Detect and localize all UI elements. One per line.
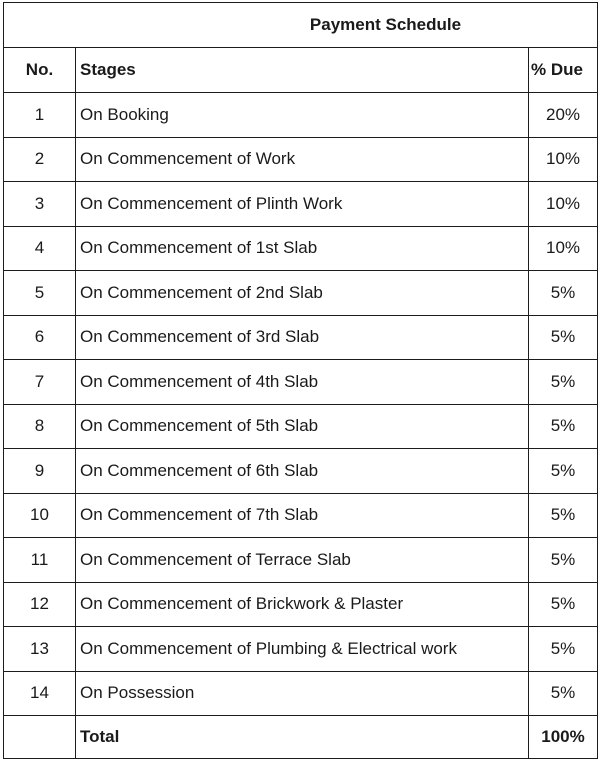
- table-row: [4, 93, 598, 138]
- row-number: 10: [4, 493, 76, 538]
- row-stage: On Commencement of Plinth Work: [76, 182, 529, 227]
- table-row: [4, 226, 598, 271]
- table-row: [4, 182, 598, 227]
- row-number: 7: [4, 360, 76, 405]
- title-row: [4, 3, 598, 48]
- row-due: 5%: [529, 671, 598, 716]
- table-row: [4, 538, 598, 583]
- row-number: 9: [4, 449, 76, 494]
- table-row: [4, 137, 598, 182]
- row-due: 10%: [529, 137, 598, 182]
- row-due: 5%: [529, 449, 598, 494]
- row-number: 3: [4, 182, 76, 227]
- table-row: [4, 627, 598, 672]
- table-row: [4, 271, 598, 316]
- row-stage: On Commencement of Terrace Slab: [76, 538, 529, 583]
- row-stage: On Commencement of Plumbing & Electrical work: [76, 627, 529, 672]
- row-number: 8: [4, 404, 76, 449]
- row-stage: On Commencement of 5th Slab: [76, 404, 529, 449]
- row-stage: On Commencement of 4th Slab: [76, 360, 529, 405]
- payment-schedule-table: [3, 2, 598, 759]
- row-due: 5%: [529, 360, 598, 405]
- row-due: 20%: [529, 93, 598, 138]
- table-title: Payment Schedule: [309, 15, 462, 34]
- header-row: [4, 48, 598, 93]
- table-row: [4, 671, 598, 716]
- row-due: 5%: [529, 493, 598, 538]
- row-number: 13: [4, 627, 76, 672]
- total-number-cell: [4, 716, 76, 759]
- row-number: 12: [4, 582, 76, 627]
- table-title-cell: [4, 3, 598, 48]
- row-due: 5%: [529, 627, 598, 672]
- row-due: 5%: [529, 538, 598, 583]
- row-number: 2: [4, 137, 76, 182]
- table-row: [4, 449, 598, 494]
- row-number: 14: [4, 671, 76, 716]
- column-header-stages: Stages: [76, 48, 529, 93]
- row-due: 5%: [529, 582, 598, 627]
- row-number: 11: [4, 538, 76, 583]
- table-row: [4, 582, 598, 627]
- table-row: [4, 315, 598, 360]
- row-stage: On Commencement of 3rd Slab: [76, 315, 529, 360]
- row-due: 10%: [529, 226, 598, 271]
- row-number: 1: [4, 93, 76, 138]
- row-stage: On Commencement of 2nd Slab: [76, 271, 529, 316]
- total-label: Total: [76, 716, 529, 759]
- row-due: 5%: [529, 404, 598, 449]
- row-due: 5%: [529, 315, 598, 360]
- column-header-no: No.: [4, 48, 76, 93]
- row-due: 10%: [529, 182, 598, 227]
- row-stage: On Commencement of 1st Slab: [76, 226, 529, 271]
- row-number: 4: [4, 226, 76, 271]
- row-stage: On Commencement of Brickwork & Plaster: [76, 582, 529, 627]
- row-stage: On Possession: [76, 671, 529, 716]
- row-number: 6: [4, 315, 76, 360]
- row-number: 5: [4, 271, 76, 316]
- table-row: [4, 360, 598, 405]
- row-stage: On Commencement of 7th Slab: [76, 493, 529, 538]
- table-row: [4, 404, 598, 449]
- column-header-due: % Due: [529, 48, 598, 93]
- table-row: [4, 493, 598, 538]
- total-due: 100%: [529, 716, 598, 759]
- row-due: 5%: [529, 271, 598, 316]
- row-stage: On Commencement of 6th Slab: [76, 449, 529, 494]
- row-stage: On Commencement of Work: [76, 137, 529, 182]
- total-row: [4, 716, 598, 759]
- row-stage: On Booking: [76, 93, 529, 138]
